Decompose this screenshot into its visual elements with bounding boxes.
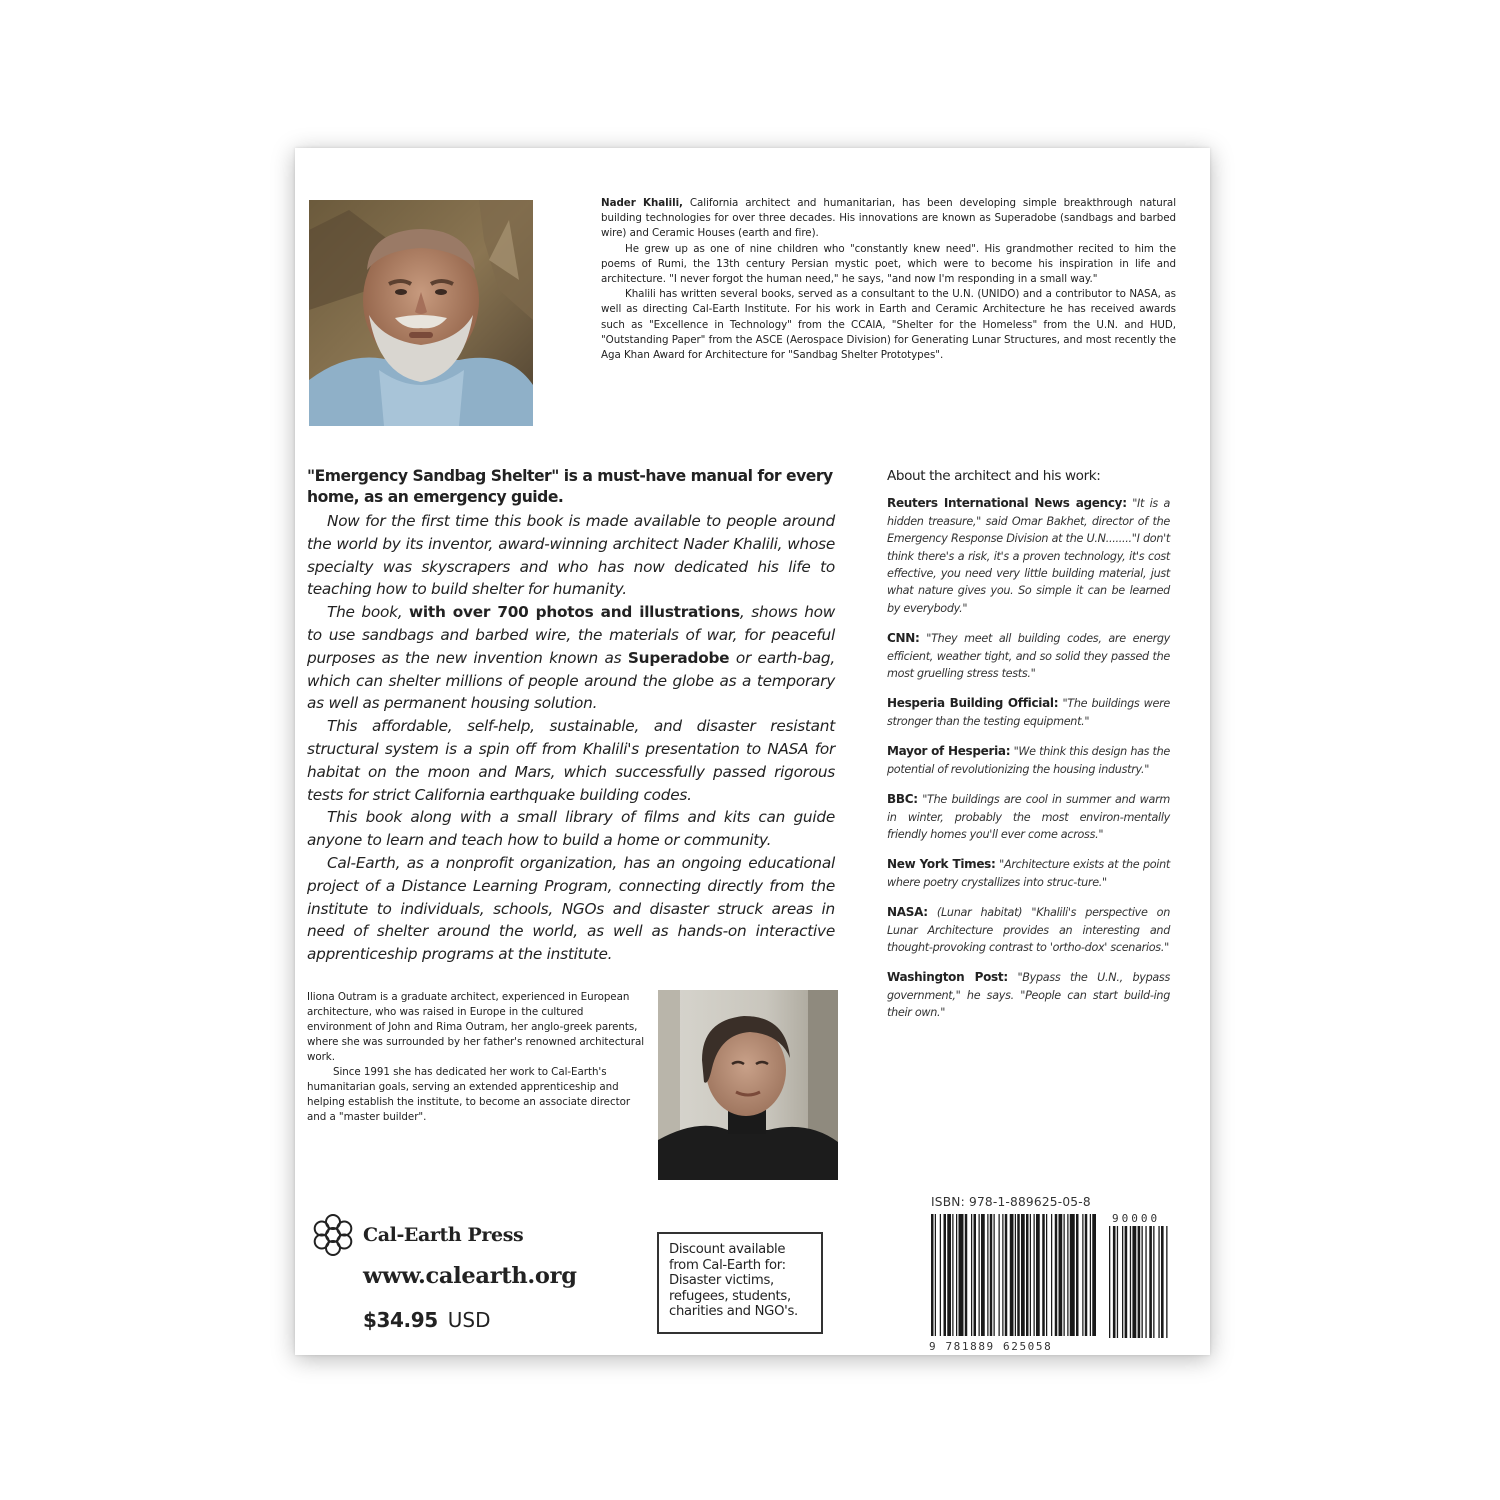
coauthor-bio bbox=[307, 990, 649, 1125]
review-source: Washington Post: bbox=[887, 970, 1008, 985]
barcode-addon-bar bbox=[1142, 1226, 1143, 1338]
barcode-bar bbox=[1070, 1214, 1075, 1336]
barcode-bar bbox=[940, 1214, 941, 1336]
barcode-bar bbox=[979, 1214, 980, 1336]
description-paragraph: The book, with over 700 photos and illustrations, shows how to use sandbags and barbed wire, the materials of war, for peaceful purposes as the new invention known as Superadobe or earth-bag, which can shelter millions of people around the globe as a temporary as well as permanent housing solution. bbox=[307, 603, 836, 713]
discount-note: Discount available from Cal-Earth for: Disaster victims, refugees, students, charities and NGO's. bbox=[657, 1232, 823, 1334]
main-description bbox=[307, 466, 835, 966]
website-link[interactable]: www.calearth.org bbox=[363, 1263, 577, 1289]
publisher-name: Cal-Earth Press bbox=[363, 1224, 524, 1246]
barcode-addon-bar bbox=[1138, 1226, 1141, 1338]
barcode-bar bbox=[1092, 1214, 1096, 1336]
coauthor-bio-paragraph: Iliona Outram is a graduate architect, experienced in European architecture, who was raised in Europe in the cultured environment of John and Rima Outram, her anglo-greek parents, where she was surrounded by her father's renowned architectural work. bbox=[307, 991, 645, 1063]
review-text: (Lunar habitat) "Khalili's perspective on Lunar Architecture provides an interesting and thought-provoking contrast to 'ortho-dox' scenarios." bbox=[887, 906, 1170, 954]
review-source: Hesperia Building Official: bbox=[887, 696, 1059, 711]
review-text: "It is a hidden treasure," said Omar Bakhet, director of the Emergency Response Division at the U.N........"I don't think there's a risk, it's a proven technology, it's cost effective, you need very little building material, just what nature gives you. So simple it can be learned by everybody." bbox=[887, 497, 1170, 615]
barcode-bar bbox=[952, 1214, 953, 1336]
reviews-heading: About the architect and his work: bbox=[887, 468, 1101, 484]
review-quote bbox=[887, 856, 1170, 891]
description-paragraph: This book along with a small library of films and kits can guide anyone to learn and teach how to build a home or community. bbox=[307, 808, 835, 850]
barcode-bar bbox=[959, 1214, 964, 1336]
description-paragraph: Cal-Earth, as a nonprofit organization, has an ongoing educational project of a Distance Learning Program, connecting directly from the institute to individuals, schools, NGOs and disaster struck areas in need of shelter around the world, as well as hands-on interactive apprenticeship programs at the institute. bbox=[307, 853, 835, 964]
review-source: Mayor of Hesperia: bbox=[887, 744, 1011, 759]
barcode-bar bbox=[944, 1214, 947, 1336]
barcode-bar bbox=[947, 1214, 951, 1336]
review-quote bbox=[887, 743, 1170, 778]
barcode-bar bbox=[1085, 1214, 1088, 1336]
barcode-addon-bar bbox=[1117, 1226, 1118, 1338]
reviews-column bbox=[887, 468, 1170, 1035]
review-text: "The buildings were stronger than the testing equipment." bbox=[887, 697, 1170, 728]
author-bio-intro: California architect and humanitarian, has been developing simple breakthrough natural building technologies for over three decades. His innovations are known as Superadobe (sandbags and barbed wire) and Ceramic Houses (earth and fire). bbox=[601, 197, 1177, 240]
review-source: New York Times: bbox=[887, 857, 996, 872]
barcode-price-code: 90000 bbox=[1112, 1212, 1161, 1225]
barcode-addon-bar bbox=[1122, 1226, 1123, 1338]
barcode-bar bbox=[1042, 1214, 1045, 1336]
barcode-bar bbox=[1002, 1214, 1003, 1336]
barcode-bar bbox=[1030, 1214, 1031, 1336]
description-paragraph: This affordable, self-help, sustainable, and disaster resistant structural system is a spin off from Khalili's presentation to NASA for habitat on the moon and Mars, which successfully passed rigorous tests for strict California earthquake building codes. bbox=[307, 717, 835, 804]
author-name: Nader Khalili, bbox=[601, 197, 683, 209]
review-quote bbox=[887, 695, 1170, 730]
review-source: BBC: bbox=[887, 792, 918, 807]
coauthor-bio-paragraph: Since 1991 she has dedicated her work to Cal-Earth's humanitarian goals, serving an extended apprenticeship and helping establish the institute, to become an associate director and a "master builder". bbox=[307, 1066, 631, 1123]
review-quote bbox=[887, 791, 1170, 843]
barcode-bar bbox=[987, 1214, 988, 1336]
barcode-bar bbox=[1076, 1214, 1079, 1336]
review-text: "We think this design has the potential of revolutionizing the housing industry." bbox=[887, 745, 1170, 776]
barcode-bar bbox=[1015, 1214, 1016, 1336]
review-text: "Architecture exists at the point where poetry crystallizes into struc-ture." bbox=[887, 858, 1170, 889]
author-bio-paragraph: He grew up as one of nine children who "constantly knew need". His grandmother recited to him the poems of Rumi, the 13th century Persian mystic poet, which were to become his inspiration in life and architecture. "I never forgot the human need," he says, "and now I'm responding in a small way." bbox=[601, 242, 1176, 286]
cal-earth-logo-icon bbox=[309, 1211, 357, 1259]
barcode-bar bbox=[1034, 1214, 1035, 1336]
photo-count-highlight: with over 700 photos and illustrations bbox=[409, 603, 740, 622]
barcode-addon-bar bbox=[1130, 1226, 1131, 1338]
barcode-bar bbox=[990, 1214, 993, 1336]
price-amount: $34.95 bbox=[363, 1308, 438, 1332]
price-currency: USD bbox=[447, 1308, 491, 1332]
barcode-addon-bar bbox=[1149, 1226, 1152, 1338]
review-text: "The buildings are cool in summer and warm in winter, probably the most environ-mentally friendly homes you'll ever come across." bbox=[887, 793, 1170, 841]
barcode-bar bbox=[1067, 1214, 1068, 1336]
review-quote bbox=[887, 969, 1170, 1021]
barcode-addon-bar bbox=[1113, 1226, 1116, 1338]
barcode-bar bbox=[974, 1214, 977, 1336]
barcode-bar bbox=[1036, 1214, 1040, 1336]
author-bio bbox=[601, 196, 1176, 363]
isbn-label: ISBN: 978-1-889625-05-8 bbox=[931, 1195, 1091, 1209]
author-bio-paragraph: Khalili has written several books, served as a consultant to the U.N. (UNIDO) and a contributor to NASA, as well as directing Cal-Earth Institute. For his work in Earth and Ceramic Architecture he has received awards such as "Excellence in Technology" from the CCAIA, "Shelter for the Homeless" from the U.N. and HUD, "Outstanding Paper" from the ASCE (Aerospace Division) for Generating Lunar Structures, and most recently the Aga Khan Award for Architecture for "Sandbag Shelter Prototypes". bbox=[601, 288, 1176, 362]
barcode-bar bbox=[1090, 1214, 1091, 1336]
barcode-digits: 9 781889 625058 bbox=[929, 1340, 1053, 1352]
barcode-addon-bar bbox=[1145, 1226, 1146, 1338]
price bbox=[363, 1308, 491, 1332]
description-paragraph: Now for the first time this book is made available to people around the world by its inventor, award-winning architect Nader Khalili, whose specialty was skyscrapers and who has now dedicated his life to teaching how to build shelter for humanity. bbox=[307, 512, 835, 599]
barcode-bar bbox=[999, 1214, 1000, 1336]
barcode-bar bbox=[1059, 1214, 1063, 1336]
review-source: Reuters International News agency: bbox=[887, 496, 1127, 511]
barcode-addon-bar bbox=[1125, 1226, 1128, 1338]
book-back-cover bbox=[295, 148, 1210, 1355]
barcode-bar bbox=[1055, 1214, 1058, 1336]
review-quote bbox=[887, 495, 1170, 617]
review-quote bbox=[887, 904, 1170, 956]
superadobe-highlight: Superadobe bbox=[627, 648, 730, 667]
barcode-bar bbox=[1026, 1214, 1029, 1336]
barcode-addon-bar bbox=[1166, 1226, 1167, 1338]
barcode-bar bbox=[1051, 1214, 1052, 1336]
main-headline: "Emergency Sandbag Shelter" is a must-have manual for every home, as an emergency guide. bbox=[307, 467, 833, 506]
barcode-bar bbox=[965, 1214, 968, 1336]
barcode-addon-bar bbox=[1153, 1226, 1154, 1338]
barcode-bar bbox=[1021, 1214, 1025, 1336]
barcode-addon-bar bbox=[1158, 1226, 1159, 1338]
review-source: CNN: bbox=[887, 631, 920, 646]
author-photo bbox=[309, 200, 533, 426]
barcode-bar bbox=[971, 1214, 972, 1336]
isbn-barcode bbox=[929, 1210, 1169, 1352]
barcode-bar bbox=[981, 1214, 985, 1336]
barcode-bar bbox=[935, 1214, 936, 1336]
review-text: "They meet all building codes, are energy efficient, weather tight, and so solid they passed the most gruelling stress tests." bbox=[887, 632, 1170, 681]
barcode-addon-bar bbox=[1132, 1226, 1136, 1338]
barcode-bar bbox=[1017, 1214, 1020, 1336]
barcode-bar bbox=[994, 1214, 995, 1336]
barcode-bar bbox=[931, 1214, 934, 1336]
barcode-bar bbox=[1082, 1214, 1083, 1336]
barcode-bar bbox=[1064, 1214, 1065, 1336]
review-source: NASA: bbox=[887, 905, 928, 920]
barcode-bar bbox=[1010, 1214, 1014, 1336]
barcode-bar bbox=[1005, 1214, 1008, 1336]
barcode-bar bbox=[1046, 1214, 1047, 1336]
coauthor-photo bbox=[658, 990, 838, 1180]
barcode-addon-bar bbox=[1109, 1226, 1110, 1338]
barcode-addon-bar bbox=[1161, 1226, 1164, 1338]
review-quote bbox=[887, 630, 1170, 682]
barcode-bar bbox=[956, 1214, 957, 1336]
review-text: "Bypass the U.N., bypass government," he says. "People can start build-ing their own." bbox=[887, 971, 1170, 1020]
